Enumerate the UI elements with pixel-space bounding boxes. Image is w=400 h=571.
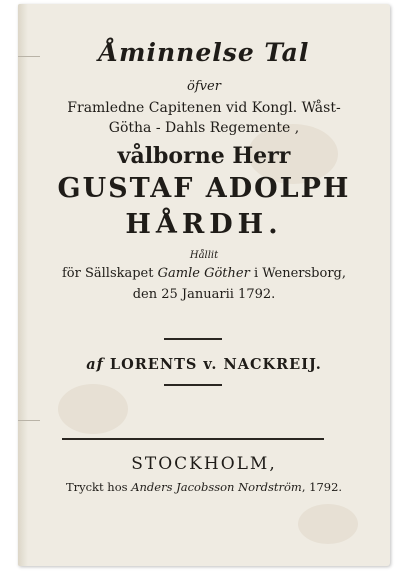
imprint-year: , 1792. bbox=[301, 480, 343, 494]
author-name: LORENTS v. NACKREIJ. bbox=[109, 356, 322, 373]
subtitle-line-1: Framledne Capitenen vid Kongl. Wåst- bbox=[67, 100, 341, 116]
society-prefix: för Sällskapet bbox=[61, 266, 154, 281]
imprint-printer-line bbox=[18, 480, 390, 494]
subtitle-line-2: Götha - Dahls Regemente , bbox=[108, 120, 300, 136]
name-line-2: HÅRDH. bbox=[125, 209, 283, 240]
main-title: Åminnelse Tal bbox=[98, 38, 310, 67]
document-page bbox=[18, 4, 390, 566]
binding-thread bbox=[18, 420, 40, 421]
divider-rule bbox=[164, 384, 222, 386]
name-line-1: GUSTAF ADOLPH bbox=[57, 173, 351, 204]
printed-prefix: Tryckt hos bbox=[65, 480, 128, 494]
society-suffix: i Wenersborg, bbox=[253, 266, 346, 281]
society-name: Gamle Göther bbox=[157, 266, 250, 281]
honorific: vålborne Herr bbox=[117, 143, 291, 169]
printer-name: Anders Jacobsson Nordström bbox=[131, 480, 302, 494]
delivery-society-line bbox=[18, 266, 390, 281]
delivery-hallit: Hållit bbox=[189, 250, 219, 261]
subtitle-ofver: öfver bbox=[187, 79, 221, 94]
author-prefix: af bbox=[86, 356, 104, 373]
author-line bbox=[18, 356, 390, 373]
delivery-date: den 25 Januarii 1792. bbox=[132, 287, 276, 302]
divider-rule bbox=[164, 338, 222, 340]
paper-stain bbox=[298, 504, 358, 544]
imprint-place: STOCKHOLM, bbox=[131, 454, 277, 474]
paper-stain bbox=[58, 384, 128, 434]
divider-rule-long bbox=[62, 438, 324, 440]
